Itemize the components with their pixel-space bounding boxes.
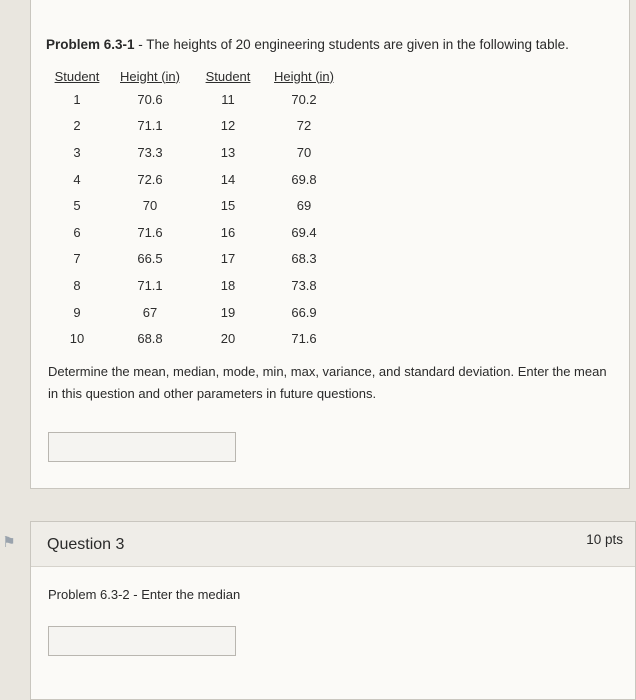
table-cell: 2 bbox=[73, 118, 81, 134]
table-cell: 71.1 bbox=[137, 118, 163, 134]
table-cell: 70.6 bbox=[137, 91, 163, 107]
table-row bbox=[51, 299, 349, 326]
table-cell: 72 bbox=[296, 118, 312, 134]
table-cell: 69.4 bbox=[291, 224, 317, 240]
table-row bbox=[51, 246, 349, 273]
table-row bbox=[51, 139, 349, 166]
table-row bbox=[51, 166, 349, 193]
table-cell: 69 bbox=[296, 198, 312, 214]
table-cell: 16 bbox=[220, 224, 236, 240]
table-row bbox=[51, 272, 349, 299]
table-cell: 8 bbox=[73, 277, 81, 293]
question-3-panel bbox=[30, 521, 636, 700]
table-cell: 5 bbox=[73, 198, 81, 214]
table-cell: 68.8 bbox=[137, 331, 163, 347]
table-cell: 73.3 bbox=[137, 144, 163, 160]
question-2-panel bbox=[30, 0, 630, 489]
table-cell: 68.3 bbox=[291, 251, 317, 267]
table-cell: 3 bbox=[73, 144, 81, 160]
table-cell: 15 bbox=[220, 198, 236, 214]
table-cell: 9 bbox=[73, 304, 81, 320]
table-cell: 66.5 bbox=[137, 251, 163, 267]
table-cell: 10 bbox=[69, 331, 85, 347]
header-height-1: Height (in) bbox=[120, 68, 180, 84]
table-cell: 71.1 bbox=[137, 277, 163, 293]
table-cell: 17 bbox=[220, 251, 236, 267]
table-row bbox=[51, 219, 349, 246]
question-3-title: Question 3 bbox=[47, 536, 125, 553]
table-cell: 18 bbox=[220, 277, 236, 293]
mean-answer-input[interactable] bbox=[48, 432, 236, 462]
table-cell: 72.6 bbox=[137, 171, 163, 187]
table-cell: 1 bbox=[73, 91, 81, 107]
table-cell: 70.2 bbox=[291, 91, 317, 107]
table-cell: 12 bbox=[220, 118, 236, 134]
problem-label: Problem 6.3-1 bbox=[46, 37, 135, 52]
table-cell: 70 bbox=[296, 144, 312, 160]
header-height-2: Height (in) bbox=[274, 68, 334, 84]
table-cell: 13 bbox=[220, 144, 236, 160]
question-3-header bbox=[31, 522, 635, 567]
table-cell: 71.6 bbox=[137, 224, 163, 240]
table-header-row bbox=[51, 66, 349, 86]
table-cell: 71.6 bbox=[291, 331, 317, 347]
table-cell: 7 bbox=[73, 251, 81, 267]
table-row bbox=[51, 192, 349, 219]
table-cell: 66.9 bbox=[291, 304, 317, 320]
table-cell: 69.8 bbox=[291, 171, 317, 187]
table-cell: 14 bbox=[220, 171, 236, 187]
problem-text: - The heights of 20 engineering students are given in the following table. bbox=[134, 37, 569, 52]
table-cell: 6 bbox=[73, 224, 81, 240]
flag-icon[interactable]: ⚑ bbox=[2, 534, 16, 551]
question-2-body bbox=[31, 0, 629, 488]
problem-title bbox=[46, 37, 569, 52]
header-student-1: Student bbox=[54, 68, 100, 84]
table-cell: 67 bbox=[142, 304, 158, 320]
question-instructions: Determine the mean, median, mode, min, max, variance, and standard deviation. Enter the mean in this question and other parameters in future questions. bbox=[48, 364, 607, 401]
table-row bbox=[51, 325, 349, 352]
table-row bbox=[51, 113, 349, 140]
table-cell: 73.8 bbox=[291, 277, 317, 293]
table-cell: 19 bbox=[220, 304, 236, 320]
table-row bbox=[51, 86, 349, 113]
median-answer-input[interactable] bbox=[48, 626, 236, 656]
table-cell: 70 bbox=[142, 198, 158, 214]
question-3-prompt: Problem 6.3-2 - Enter the median bbox=[48, 587, 241, 602]
table-cell: 20 bbox=[220, 331, 236, 347]
heights-table bbox=[51, 66, 349, 352]
header-student-2: Student bbox=[205, 68, 251, 84]
table-cell: 4 bbox=[73, 171, 81, 187]
question-3-points: 10 pts bbox=[586, 532, 623, 547]
table-cell: 11 bbox=[221, 91, 235, 107]
